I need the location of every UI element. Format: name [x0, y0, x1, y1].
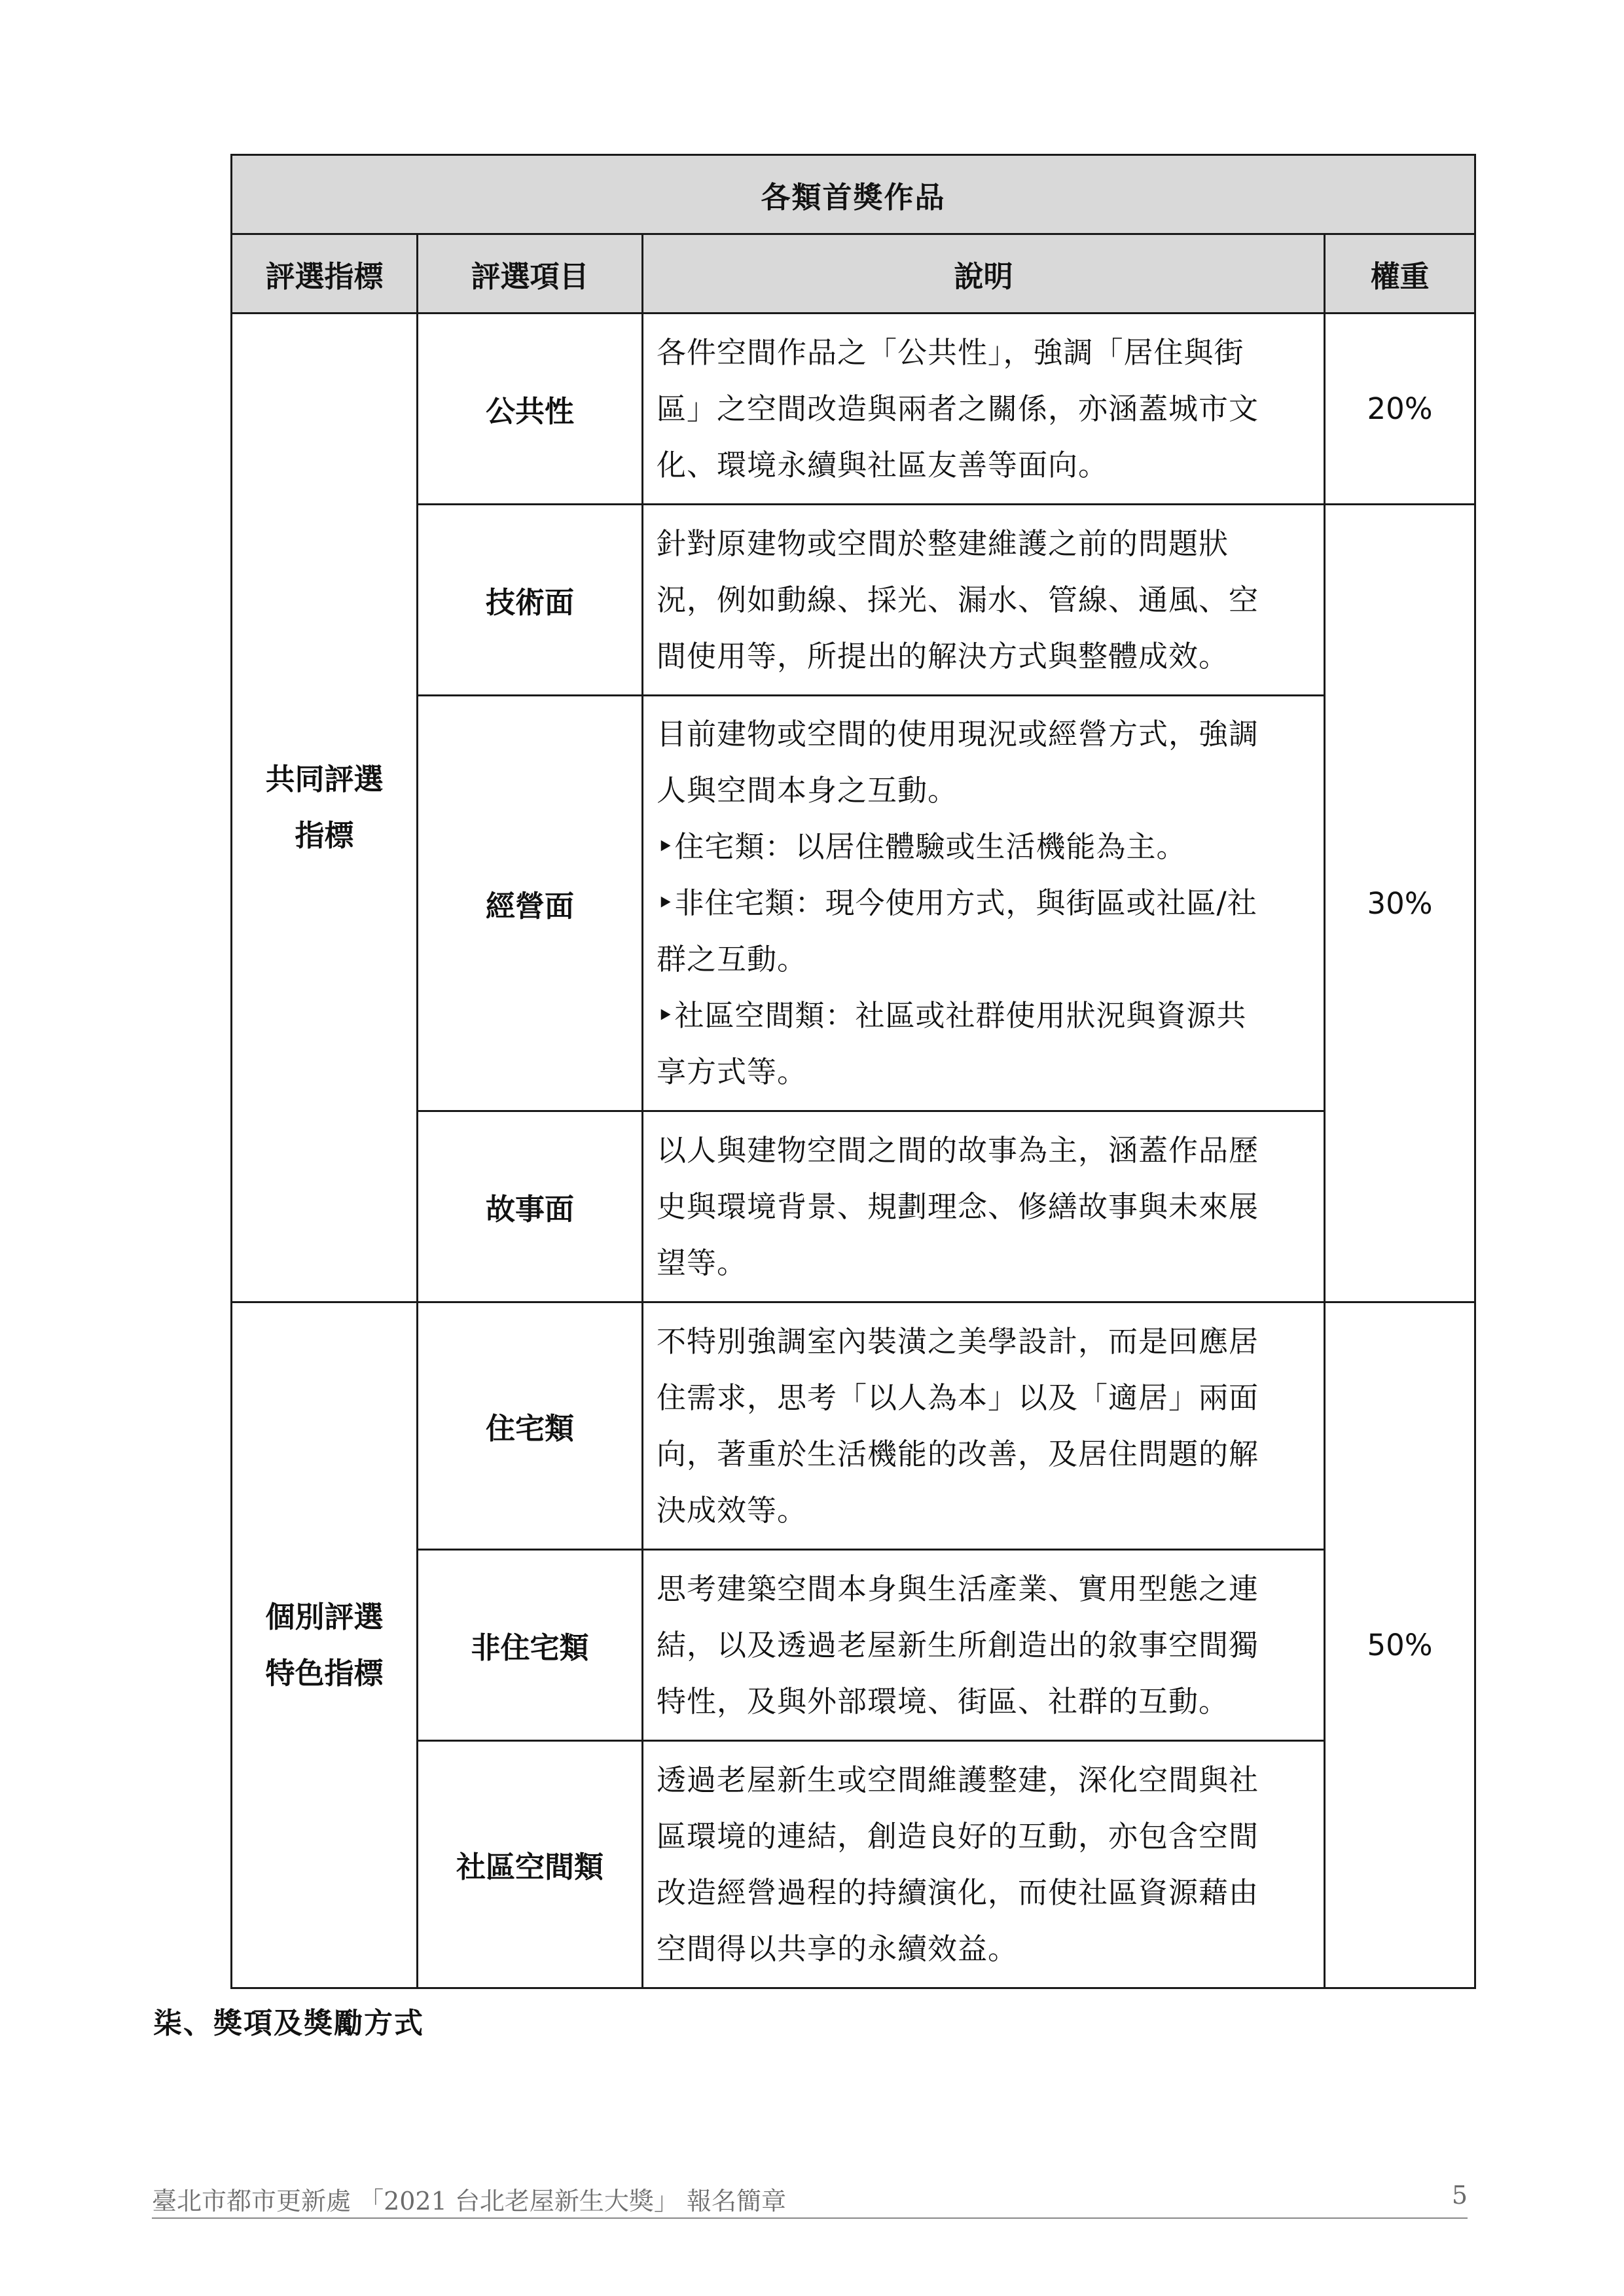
desc-line: 決成效等。	[657, 1492, 808, 1528]
weight-50: 50%	[1325, 1302, 1475, 1988]
table-title: 各類首獎作品	[232, 155, 1475, 234]
desc-line: 間使用等，所提出的解決方式與整體成效。	[657, 638, 1229, 673]
item-public: 公共性	[418, 314, 643, 505]
category-line: 個別評選	[265, 1599, 384, 1634]
desc-line: 各件空間作品之「公共性」，強調「居住與街	[657, 334, 1244, 370]
desc-line: ‣非住宅類：現今使用方式，與街區或社區/社	[657, 886, 1257, 920]
item-community-space: 社區空間類	[418, 1741, 643, 1988]
category-line: 特色指標	[265, 1655, 384, 1691]
desc-public	[643, 314, 1325, 505]
table-row	[232, 1111, 1475, 1302]
desc-line: 群之互動。	[657, 942, 808, 977]
header-criteria: 評選指標	[232, 234, 418, 314]
table-header-row	[232, 234, 1475, 314]
desc-community-space	[643, 1741, 1325, 1988]
table-row	[232, 505, 1475, 696]
desc-line: 改造經營過程的持續演化，而使社區資源藉由	[657, 1874, 1259, 1910]
desc-non-residential	[643, 1550, 1325, 1741]
category-line: 共同評選	[265, 762, 384, 797]
page-number: 5	[1451, 2181, 1468, 2210]
desc-line: 不特別強調室內裝潢之美學設計，而是回應居	[657, 1323, 1259, 1359]
desc-line: 享方式等。	[657, 1054, 808, 1089]
desc-technical	[643, 505, 1325, 696]
desc-residential	[643, 1302, 1325, 1550]
desc-line: 向，著重於生活機能的改善，及居住問題的解	[657, 1436, 1259, 1471]
item-operation: 經營面	[418, 696, 643, 1111]
desc-line: 況，例如動線、採光、漏水、管線、通風、空	[657, 582, 1259, 617]
desc-line: 目前建物或空間的使用現況或經營方式，強調	[657, 717, 1259, 751]
desc-line: 史與環境背景、規劃理念、修繕故事與未來展	[657, 1189, 1259, 1224]
item-non-residential: 非住宅類	[418, 1550, 643, 1741]
header-weight: 權重	[1325, 234, 1475, 314]
table-row	[232, 1741, 1475, 1988]
weight-20: 20%	[1325, 314, 1475, 505]
desc-operation	[643, 696, 1325, 1111]
footer-title: 臺北市都市更新處 「2021 台北老屋新生大獎」 報名簡章	[152, 2187, 786, 2215]
page-footer	[152, 2172, 1468, 2219]
desc-line: 特性，及與外部環境、街區、社群的互動。	[657, 1683, 1229, 1719]
weight-30: 30%	[1325, 505, 1475, 1302]
table-row	[232, 696, 1475, 1111]
header-description: 說明	[643, 234, 1325, 314]
table-row	[232, 314, 1475, 505]
desc-line: ‣社區空間類：社區或社群使用狀況與資源共	[657, 998, 1247, 1033]
desc-line: 區環境的連結，創造良好的互動，亦包含空間	[657, 1818, 1259, 1854]
item-technical: 技術面	[418, 505, 643, 696]
header-item: 評選項目	[418, 234, 643, 314]
desc-line: 區」之空間改造與兩者之關係，亦涵蓋城市文	[657, 391, 1259, 426]
table-row	[232, 1302, 1475, 1550]
category-common	[232, 314, 418, 1302]
table-title-row	[232, 155, 1475, 234]
desc-line: 透過老屋新生或空間維護整建，深化空間與社	[657, 1762, 1259, 1797]
table-row	[232, 1550, 1475, 1741]
desc-line: 人與空間本身之互動。	[657, 773, 958, 808]
criteria-table	[230, 154, 1476, 1989]
desc-line: 結，以及透過老屋新生所創造出的敘事空間獨	[657, 1627, 1259, 1662]
desc-line: 以人與建物空間之間的故事為主，涵蓋作品歷	[657, 1132, 1259, 1168]
desc-line: 空間得以共享的永續效益。	[657, 1931, 1019, 1966]
desc-line: 化、環境永續與社區友善等面向。	[657, 447, 1109, 482]
desc-line: 住需求，思考「以人為本」以及「適居」兩面	[657, 1380, 1259, 1415]
category-individual	[232, 1302, 418, 1988]
section-heading: 柒、獎項及獎勵方式	[153, 2007, 424, 2040]
desc-line: 針對原建物或空間於整建維護之前的問題狀	[657, 526, 1229, 561]
desc-line: ‣住宅類：以居住體驗或生活機能為主。	[657, 829, 1187, 864]
category-line: 指標	[295, 818, 354, 853]
desc-line: 思考建築空間本身與生活產業、實用型態之連	[657, 1571, 1259, 1606]
item-story: 故事面	[418, 1111, 643, 1302]
desc-line: 望等。	[657, 1245, 748, 1280]
desc-story	[643, 1111, 1325, 1302]
item-residential: 住宅類	[418, 1302, 643, 1550]
